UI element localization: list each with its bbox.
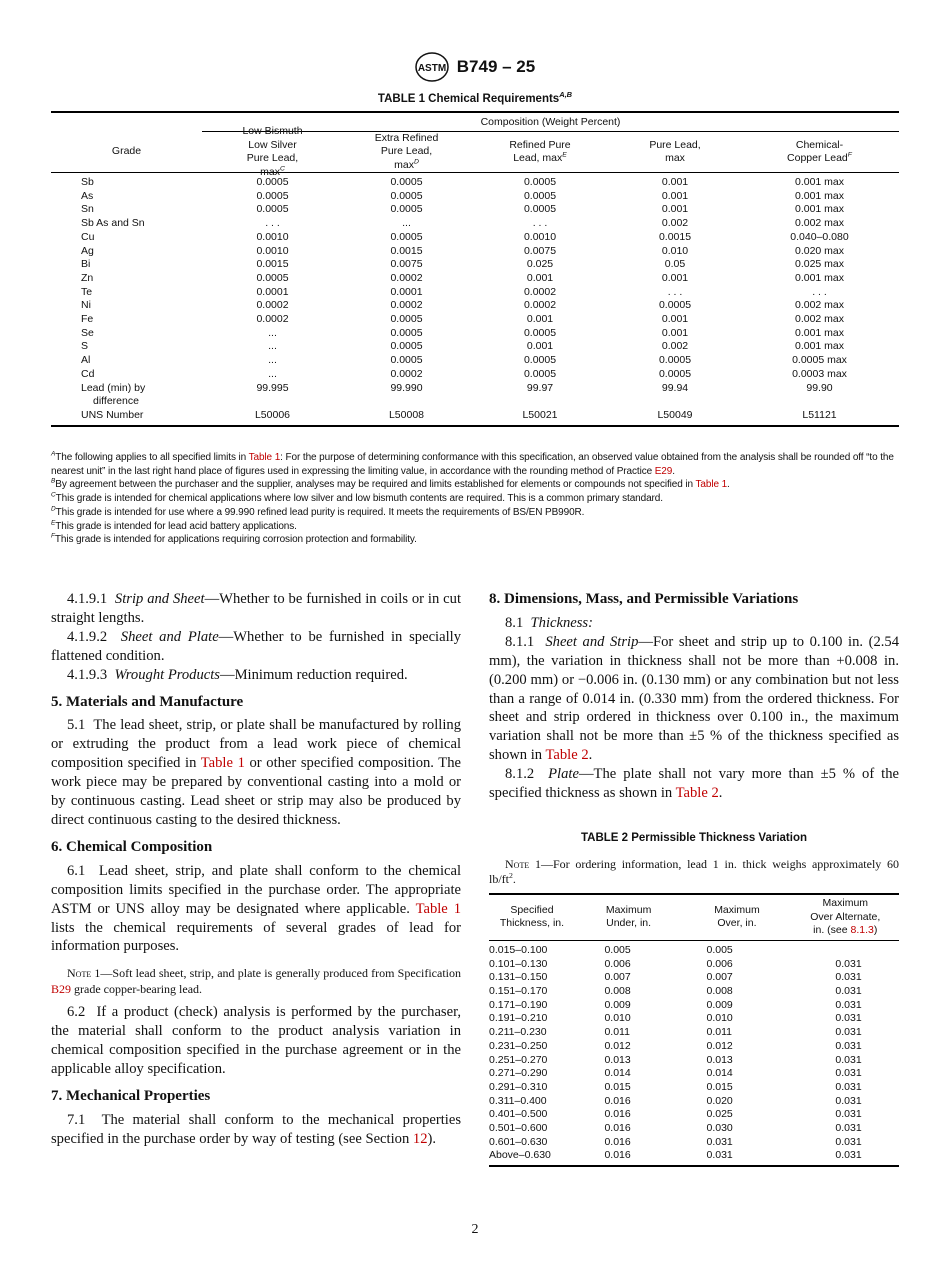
table1-body xyxy=(51,173,899,427)
table-row: 0.271–0.290 0.014 0.014 0.031 xyxy=(489,1067,862,1080)
footnote-c: $^C$This grade is intended for chemical applications where low silver and low bismuth contents are required. This is a common primary standard. xyxy=(51,491,663,505)
table-row: 0.171–0.190 0.009 0.009 0.031 xyxy=(489,998,862,1011)
para-6-2: 6.2 If a product (check) analysis is performed by the purchaser, the material shall conform to the product analysis variation in chemical composition specified in the purchase agreement or in the applicable alloy specification. xyxy=(51,1004,462,1078)
footnote-d: $^D$This grade is intended for use where a 99.990 refined lead purity is required. It meets the requirements of BS/EN PB990R. xyxy=(51,505,585,518)
para-8-1-2: 8.1.2 Plate—The plate shall not vary more than ±5 % of the specified thickness as shown in Table 2. xyxy=(489,766,899,802)
table-row: S ... 0.0005 0.001 0.002 0.001 max xyxy=(81,340,845,353)
table-row: Zn 0.0005 0.0002 0.001 0.001 0.001 max xyxy=(81,271,845,284)
table-row: 0.251–0.270 0.013 0.013 0.031 xyxy=(489,1053,862,1066)
left-column xyxy=(51,590,461,1149)
table2-thickness-variation xyxy=(489,893,899,1167)
col-max-under: Maximum Under, in. xyxy=(605,903,652,930)
table-row-uns: UNS Number L50006 L50008 L50021 L50049 L51121 xyxy=(81,408,837,421)
composition-header: Composition (Weight Percent) xyxy=(202,113,899,132)
para-5-1: 5.1 The lead sheet, strip, or plate shall be manufactured by rolling or extruding the product from a lead work piece of chemical composition specified in Table 1 or other specified composition. The work piece may be prepared by conventional casting into a mold or by continuous casting. Lead sheet or strip may also be produced by direct continuous casting to the desired thickness. xyxy=(51,717,461,828)
table-row: 0.501–0.600 0.016 0.030 0.031 xyxy=(489,1122,862,1135)
link-table-2[interactable]: Table 2 xyxy=(675,785,719,802)
table-row: Ni 0.0002 0.0002 0.0002 0.0005 0.002 max xyxy=(81,299,845,312)
footnote-f: $^F$This grade is intended for applications requiring corrosion protection and formability. xyxy=(51,532,417,546)
section-7-heading: 7. Mechanical Properties xyxy=(51,1087,211,1104)
table-row: Al ... 0.0005 0.0005 0.0005 0.0005 max xyxy=(81,354,847,367)
section-5-heading: 5. Materials and Manufacture xyxy=(51,693,244,710)
table-row: 0.291–0.310 0.015 0.015 0.031 xyxy=(489,1080,862,1093)
table-row: 0.211–0.230 0.011 0.011 0.031 xyxy=(489,1026,862,1039)
page-header xyxy=(0,52,950,82)
link-table-1[interactable]: Table 1 xyxy=(200,755,245,772)
col-grade: Grade xyxy=(111,145,142,158)
link-table-1[interactable]: Table 1 xyxy=(415,900,461,917)
table-row-lead-min: Lead (min) by difference 99.995 99.990 99.97 99.94 99.90 xyxy=(81,381,833,408)
document-id: B749 – 25 xyxy=(456,57,536,76)
para-4-1-9-3: 4.1.9.3 Wrought Products—Minimum reduction required. xyxy=(67,666,408,683)
section-8-heading: 8. Dimensions, Mass, and Permissible Variations xyxy=(489,591,799,607)
section-6-heading: 6. Chemical Composition xyxy=(51,838,213,855)
table-row: Fe 0.0002 0.0005 0.001 0.001 0.002 max xyxy=(81,313,845,326)
astm-logo-icon xyxy=(415,52,449,82)
para-4-1-9-2: 4.1.9.2 Sheet and Plate—Whether to be furnished in specially flattened condition. xyxy=(51,628,461,664)
col-extra-refined: Extra Refined Pure Lead, $\max^D$ xyxy=(374,131,439,171)
table-row: 0.151–0.170 0.008 0.008 0.031 xyxy=(489,984,862,997)
table-row: 0.311–0.400 0.016 0.020 0.031 xyxy=(489,1094,862,1107)
table-row: 0.131–0.150 0.007 0.007 0.031 xyxy=(489,971,862,984)
svg-text:ASTM: ASTM xyxy=(417,63,446,74)
table-row: 0.401–0.500 0.016 0.025 0.031 xyxy=(489,1108,862,1121)
table-row: Above–0.630 0.016 0.031 0.031 xyxy=(489,1149,862,1162)
para-8-1: 8.1 Thickness: xyxy=(505,614,593,631)
link-table-1[interactable]: Table 1 xyxy=(248,452,281,463)
right-column xyxy=(489,590,899,1167)
table2-note: Note 1—For ordering information, lead 1 in. thick weighs approximately 60 $lb/ft^2$. xyxy=(489,856,899,887)
table-row: Sb As and Sn . . . ... . . . 0.002 0.002 max xyxy=(81,217,845,230)
table-row: 0.601–0.630 0.016 0.031 0.031 xyxy=(489,1135,862,1148)
col-chemical-copper: Chemical- Copper Lead$^F$ xyxy=(787,138,852,164)
table2-body xyxy=(489,941,899,1165)
table2-header-row xyxy=(489,895,899,941)
col-specified-thickness: Specified Thickness, in. xyxy=(499,903,565,930)
table2-title: TABLE 2 Permissible Thickness Variation xyxy=(580,831,808,844)
table-row: 0.231–0.250 0.012 0.012 0.031 xyxy=(489,1039,862,1052)
link-table-2[interactable]: Table 2 xyxy=(545,747,589,764)
table-row: Sb 0.0005 0.0005 0.0005 0.001 0.001 max xyxy=(81,176,845,188)
note-1: Note 1—Soft lead sheet, strip, and plate is generally produced from Specification B29 grade copper-bearing lead. xyxy=(51,966,461,996)
col-low-bismuth: Low Bismuth Low Silver Pure Lead, $\max^C$ xyxy=(242,125,303,178)
table-row: As 0.0005 0.0005 0.0005 0.001 0.001 max xyxy=(81,189,845,202)
para-4-1-9-1: 4.1.9.1 Strip and Sheet—Whether to be furnished in coils or in cut straight lengths. xyxy=(51,591,461,626)
link-e29[interactable]: E29 xyxy=(654,465,673,477)
table-row: 0.101–0.130 0.006 0.006 0.031 xyxy=(489,957,862,970)
table1-footnotes xyxy=(51,451,899,547)
para-8-1-1: 8.1.1 Sheet and Strip—For sheet and strip up to 0.100 in. (2.54 mm), the variation in thickness shall not be more than +0.008 in. (0.200 mm) or −0.006 in. (0.130 mm) or any combination but not less than a range of 0.014 in. (0.330 mm) from the ordered thickness. For sheet and strip ordered in thickness over 0.100 in., the maximum variation shall not be more than ±5 % of the thickness specified as shown in Table 2. xyxy=(489,633,899,764)
col-refined-pure: Refined Pure Lead, $\max^E$ xyxy=(509,138,571,164)
footnote-e: $^E$This grade is intended for lead acid battery applications. xyxy=(51,519,297,532)
col-pure-lead: Pure Lead, max xyxy=(649,138,701,164)
para-6-1: 6.1 Lead sheet, strip, and plate shall conform to the chemical composition limits specified in the purchase order. The appropriate ASTM or UNS alloy may be designated where applicable. Table 1 lists the chemical requirements of several grades of lead for information purposes. xyxy=(51,862,462,955)
table-row: 0.191–0.210 0.010 0.010 0.031 xyxy=(489,1012,862,1025)
page-number: 2 xyxy=(471,1222,479,1237)
link-b29[interactable]: B29 xyxy=(51,981,72,996)
table1-title: TABLE 1 Chemical Requirements$^{A,B}$ xyxy=(377,90,573,105)
table-row: 0.015–0.100 0.005 0.005 xyxy=(489,943,733,956)
table1-header-row xyxy=(51,113,899,178)
link-section-12[interactable]: 12 xyxy=(412,1130,428,1147)
link-table-1[interactable]: Table 1 xyxy=(695,479,728,491)
footnote-b: $^B$By agreement between the purchaser and the supplier, analyses may be required and limits established for elements or compounds not specified in Table 1. xyxy=(51,478,730,491)
table-row: Ag 0.0010 0.0015 0.0075 0.010 0.020 max xyxy=(81,244,845,257)
footnote-a: $^A$The following applies to all specified limits in Table 1: For the purpose of determining conformance with this specification, an observed value obtained from the analysis shall be rounded off “to the nearest unit” in the last right hand place of figures used in expressing the limiting value, in accordance with the rounding method of Practice E29. xyxy=(51,450,894,477)
table-row: Te 0.0001 0.0001 0.0002 . . . . . . xyxy=(81,285,827,298)
table1-chemical-requirements xyxy=(51,111,899,427)
table-row: Bi 0.0015 0.0075 0.025 0.05 0.025 max xyxy=(81,258,845,271)
table-row: Sn 0.0005 0.0005 0.0005 0.001 0.001 max xyxy=(81,203,845,216)
table-row: Cu 0.0010 0.0005 0.0010 0.0015 0.040–0.080 xyxy=(81,230,849,243)
link-8-1-3[interactable]: 8.1.3 xyxy=(850,924,874,937)
table-row: Cd ... 0.0002 0.0005 0.0005 0.0003 max xyxy=(81,367,847,380)
col-max-over-alternate: Maximum Over Alternate, in. (see 8.1.3) xyxy=(810,897,881,937)
para-7-1: 7.1 The material shall conform to the mechanical properties specified in the purchase order by way of testing (see Section 12). xyxy=(51,1111,461,1147)
table-row: Se ... 0.0005 0.0005 0.001 0.001 max xyxy=(81,326,845,339)
col-max-over: Maximum Over, in. xyxy=(714,903,760,930)
